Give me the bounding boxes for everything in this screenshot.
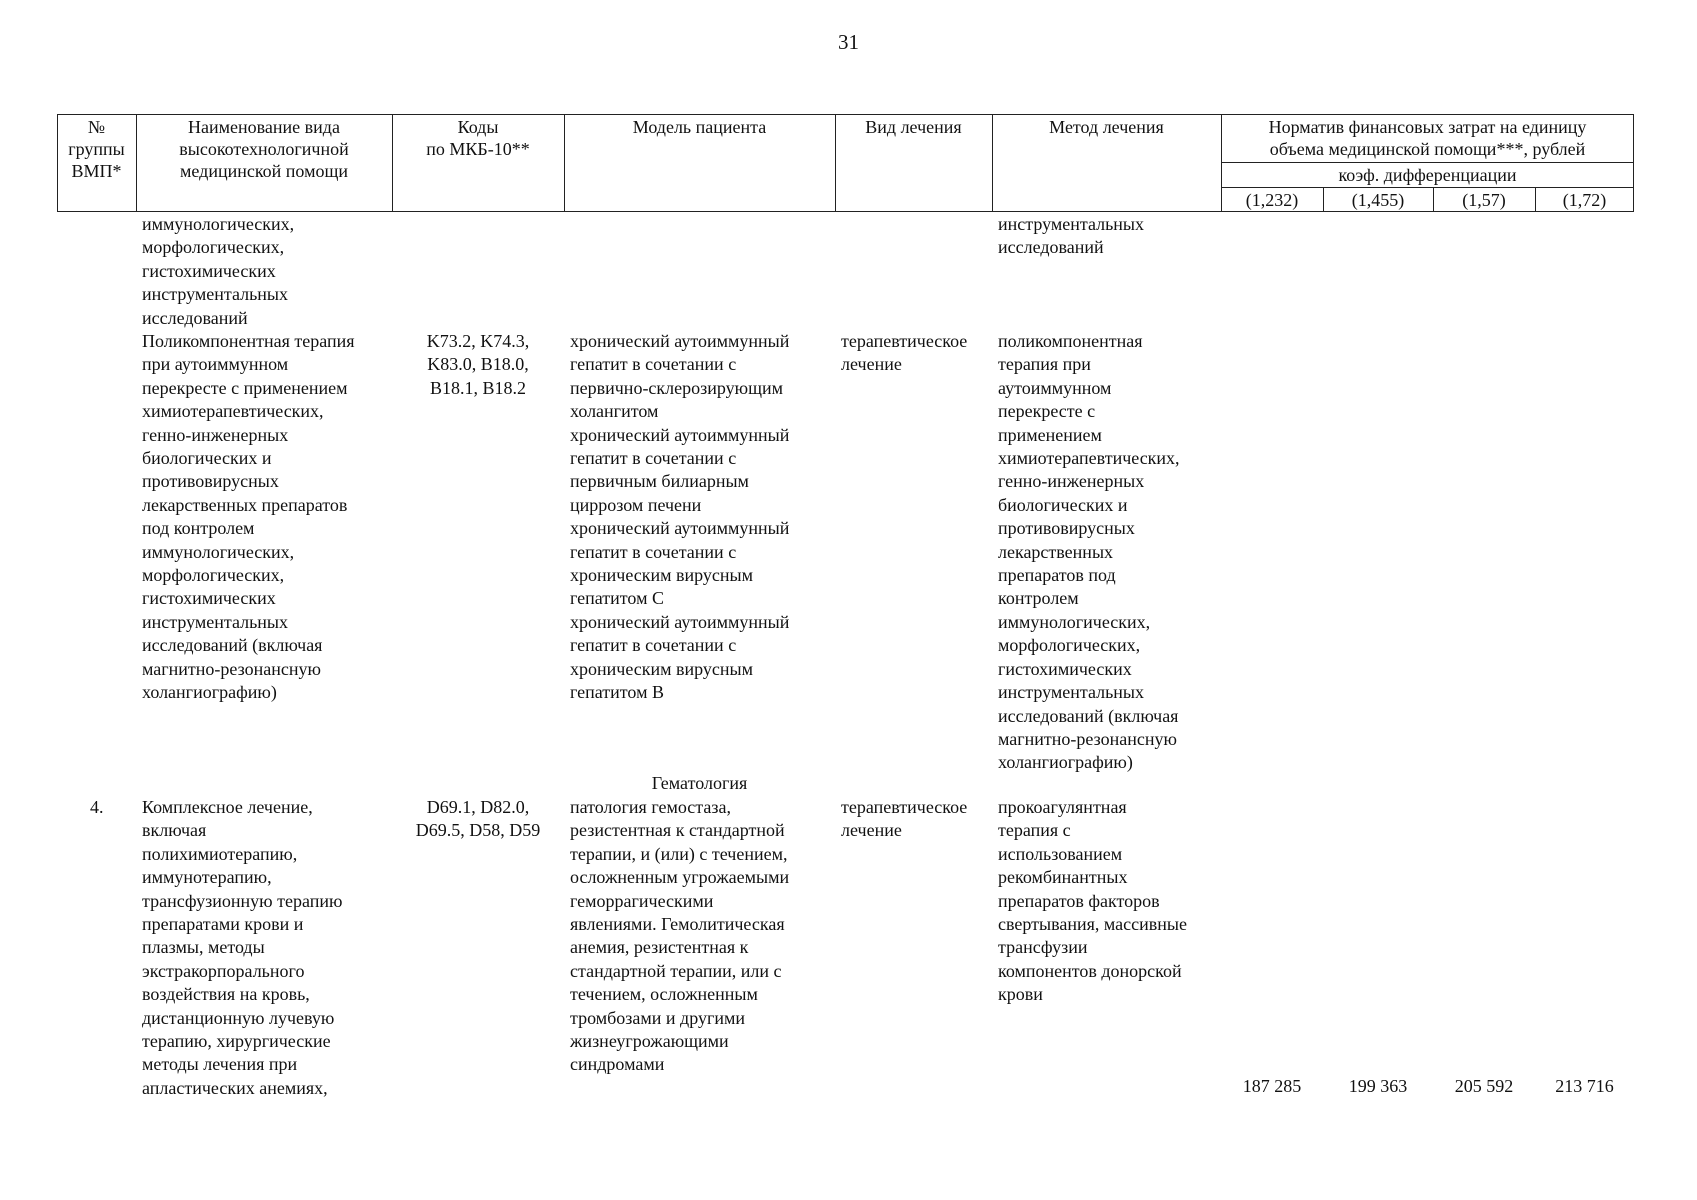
row-b-treatment-type: терапевтическое лечение [841, 797, 968, 841]
continuation-name: иммунологических, морфологических, гистохимических инструментальных исследований [142, 214, 295, 328]
row-a-codes: K73.2, K74.3, K83.0, B18.0, B18.1, B18.2 [426, 331, 530, 398]
row-b-group-no: 4. [90, 797, 104, 817]
row-a-method: поликомпонентная терапия при аутоиммунном перекресте с применением химиотерапевтических, генно-инженерных биологических и противовирусных лекарственных препаратов под контролем иммунологических, морфологических, гистохимических инструментальных исследований (включая магнитно-резонансную холангиографию) [998, 331, 1180, 773]
section-title: Гематология [651, 773, 748, 793]
row-b-cost: 199 363 [1348, 1076, 1408, 1096]
header-norm: Норматив финансовых затрат на единицу объема медицинской помощи***, рублей [1268, 117, 1587, 159]
header-method: Метод лечения [1049, 117, 1164, 137]
header-name: Наименование вида высокотехнологичной медицинской помощи [179, 117, 349, 181]
row-b-cost: 205 592 [1454, 1076, 1514, 1096]
row-b-cost: 187 285 [1242, 1076, 1302, 1096]
header-coef: коэф. дифференциации [1338, 165, 1517, 185]
header-coef-value: (1,455) [1351, 190, 1405, 210]
row-a-treatment-type: терапевтическое лечение [841, 331, 968, 375]
header-coef-value: (1,57) [1462, 190, 1506, 210]
row-b-cost: 213 716 [1555, 1076, 1614, 1096]
row-a-name: Поликомпонентная терапия при аутоиммунном перекресте с применением химиотерапевтических, генно-инженерных биологических и противовирусных лекарственных препаратов под контролем иммунологических, морфологических, гистохимических инструментальных исследований (включая магнитно-резонансную холангиографию) [142, 331, 355, 703]
header-codes: Коды по МКБ-10** [426, 117, 530, 159]
header-divider [1221, 162, 1634, 163]
header-treatment-type: Вид лечения [865, 117, 962, 137]
row-b-name: Комплексное лечение, включая полихимиотерапию, иммунотерапию, трансфузионную терапию препаратами крови и плазмы, методы экстракорпорального воздействия на кровь, дистанционную лучевую терапию, хирургические методы лечения при апластических анемиях, [142, 797, 343, 1098]
row-b-model: патология гемостаза, резистентная к стандартной терапии, и (или) с течением, осложненным угрожаемыми геморрагическими явлениями. Гемолитическая анемия, резистентная к стандартной терапии, или с течением, осложненным тромбозами и другими жизнеугрожающими синдромами [570, 797, 790, 1075]
continuation-method: инструментальных исследований [998, 214, 1145, 258]
header-coef-value: (1,72) [1562, 190, 1607, 210]
row-a-model: хронический аутоиммунный гепатит в сочетании с первично-склерозирующим холангитом хронический аутоиммунный гепатит в сочетании с первичным билиарным циррозом печени хронический аутоиммунный гепатит в сочетании с хроническим вирусным гепатитом C хронический аутоиммунный гепатит в сочетании с хроническим вирусным гепатитом B [570, 331, 790, 703]
header-group-no: № группы ВМП* [68, 117, 125, 181]
header-coef-value: (1,232) [1245, 190, 1299, 210]
page-number: 31 [838, 30, 859, 54]
header-divider [1221, 187, 1634, 188]
row-b-method: прокоагулянтная терапия с использованием рекомбинантных препаратов факторов свертывания, массивные трансфузии компонентов донорской крови [998, 797, 1187, 1005]
row-b-codes: D69.1, D82.0, D69.5, D58, D59 [415, 797, 541, 841]
header-model: Модель пациента [632, 117, 767, 137]
